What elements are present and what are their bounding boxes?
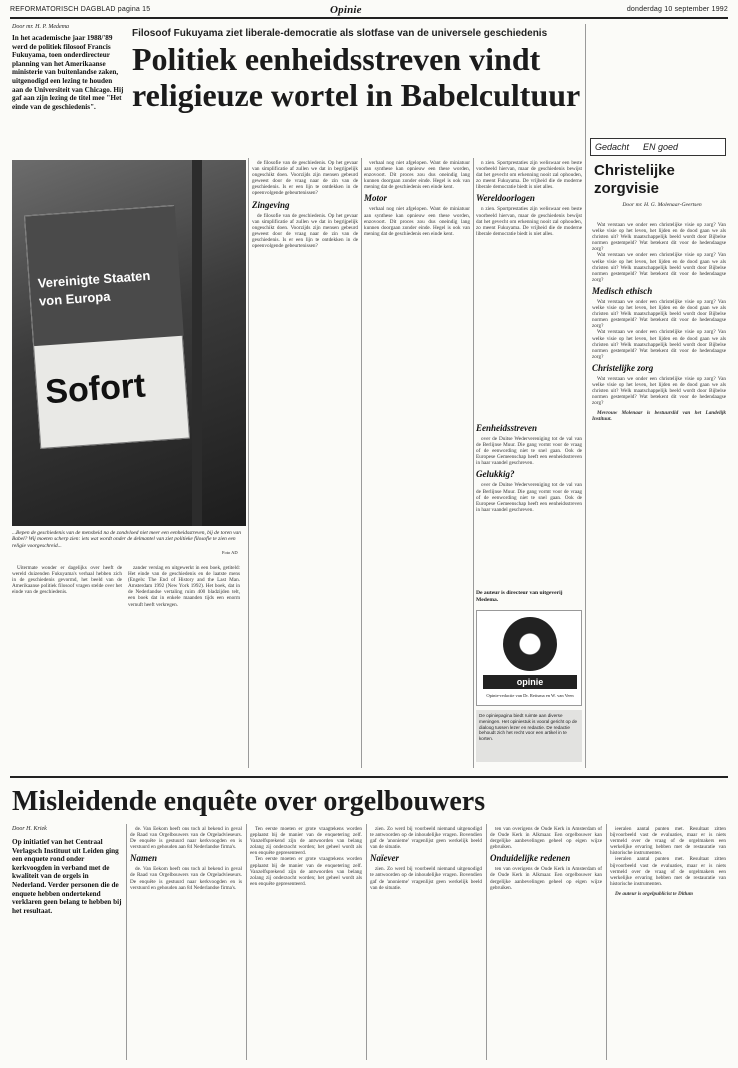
bottom-rule-4 (486, 824, 487, 1060)
top-col-2 (128, 565, 240, 775)
top-byline: Door mr. H. P. Medema (12, 24, 70, 30)
subhead-motor: Motor (364, 193, 388, 204)
rule-1 (248, 158, 249, 768)
header-rule (10, 17, 728, 19)
col5-lower-text-b: over de Duitse Wedervereniging tot de val van de Berlijnse Muur. Die gang vormt voor de vraag of de eenwording niet te snel gaan. Ook de Europese Gemeenschap heeft een eenheidsstreven in haar vaandel geschreven. (476, 482, 582, 513)
photo-pole (192, 160, 202, 526)
bottom-col-4-text: zien. Zo werd bij voorbeeld niemand uitgenodigd te antwoorden op de inhoudelijke vragen. Bovendien gaf de 'anonieme' vragenlijst geen werkelijk beeld van de situatie. (370, 826, 482, 851)
sidebar-subhead-zorg: Christelijke zorg (592, 362, 654, 373)
sidebar-body-text-3: Wat verstaan we onder een christelijke visie op zorg? Van welke visie op het leven, het lijden en de dood gaan we als christen uit? Welk maatschappelijk beeld wordt door Bijbelse normen gestempeld? Wat betekent dit voor de hedendaagse zorg? (592, 298, 726, 330)
sidebar-author-note: Mevrouw Molenaar is bestuurslid van het Landelijk Instituut. (592, 410, 726, 423)
top-col-2-text: zander verslag en uitgewerkt in een boek, getiteld: Het einde van de geschiedenis en de laatste mens (Engels: The End of History and the Last Man. Amsterdam 1992 (New York 1992). Het boek, dat in de Nederlandse vertaling ruim 400 bladzijden telt, een boek dat in enkele maanden tijds een enorm vernuft heeft verkregen. (128, 565, 240, 608)
opinie-card-title: opinie (483, 675, 577, 689)
bottom-col-2-text: de. Van Eekom heeft ons toch al bekend in geval de Raad van Orgelbouwers van de Orgeladvieseurs. De enquête is gestuurd naar kerkvoogden en is verstuurd en gehouden aan 84 Nederlandse firma's. (130, 826, 242, 851)
sidebar-logo-text-1: Gedacht (595, 142, 630, 152)
sidebar-subhead-medisch: Medisch ethisch (592, 285, 653, 296)
bottom-col-5 (490, 826, 602, 1058)
bottom-col-2 (130, 826, 242, 1058)
bottom-col-5-text-b: ten van overigens de Oude Kerk in Amsterdam of de Oude Kerk in Alkmaar. Een orgelbouwer kan dergelijke aanbevelingen geheel op eigen wijze gebruiken. (490, 866, 602, 891)
bottom-author-note: De auteur is orgelpublicist te Ditlum (615, 890, 693, 897)
bottom-col-3-text-b: Ten eerste moeten er grote vraagtekens worden geplaatst bij de manier van de enquetering zelf. Vanzelfsprekend zijn de antwoorden van belang zolang zij onderzocht worden; het geheel wordt als een enquête gepresenteerd. (250, 856, 362, 887)
top-col-1-text: Uitermate wonder er dagelijks over heeft de wereld duizenden Fukuyama's verhaal hebben zich in de geschiedenis gevormd, het beeld van de Amerikaanse politiek filosoof vragen stelde over het einde van de geschiedenis. (12, 565, 122, 596)
headline-line-1: Politiek eenheidsstreven vindt (132, 41, 541, 77)
bottom-col-5-text: ten van overigens de Oude Kerk in Amsterdam of de Oude Kerk in Alkmaar. Een orgelbouwer kan dergelijke aanbevelingen geheel op eigen wijze gebruiken. (490, 826, 602, 851)
top-col-4-text: verhaal nog niet afgelopen. Want de miniatuur aan synthese kan opnieuw een these worden, enzovoort. Dit proces zou dus oneindig lang kunnen doorgaan zonder einde. Hegel is ook van mening dat de geschiedenis een einde kent. (364, 160, 470, 191)
bottom-rule-3 (366, 824, 367, 1060)
bottom-top-rule (10, 776, 728, 778)
bottom-col-3 (250, 826, 362, 1058)
sidebar-byline: Door mr. H. G. Molenaar-Geertsen (622, 202, 702, 208)
subhead-wereldoorlogen: Wereldoorlogen (476, 193, 535, 204)
top-col-1 (12, 565, 122, 775)
bottom-col-6-text-b: ieeralen aantal punten met. Resultaat zitten bijvoorbeeld vast de evaluaties, maar er is niets vermeld over de vraag of de orgelmakers een werkelijke ervaring hebben met de restauratie van historische instrumenten. (610, 856, 726, 887)
subhead-gelukkig: Gelukkig? (476, 469, 515, 480)
top-col-5-text: n zien. Sportprestaties zijn weliswaar een beste voorbeeld hiervan, maar de geschiedenis bewijst dat het gevecht om erkenning nooit zal ophouden, zo meent Fukuyama. De vrijheid die de moderne liberale democratie biedt is niet alles. (476, 160, 582, 191)
sidebar-body-text-4: Wat verstaan we onder een christelijke visie op zorg? Van welke visie op het leven, het lijden en de dood gaan we als christen uit? Welk maatschappelijk beeld wordt door Bijbelse normen gestempeld? Wat betekent dit voor de hedendaagse zorg? (592, 329, 726, 360)
sign-line-3: Sofort (44, 366, 147, 412)
opinie-card-disc (503, 617, 557, 671)
subhead-naiever: Naïever (370, 853, 399, 864)
bottom-headline: Misleidende enquête over orgelbouwers (12, 786, 486, 817)
sidebar-logo-text-2: EN goed (643, 142, 679, 152)
photo-sign (24, 205, 190, 449)
sidebar-body (592, 222, 726, 768)
top-intro: In het academische jaar 1988/'89 werd de politiek filosoof Francis Fukuyama, toen onderdirecteur planning van het Amerikaanse ministerie van buitenlandse zaken, uitgenodigd een lezing te houden aan de Universiteit van Chicago. Hij gaf aan zijn lezing de titel mee "Het einde van de geschiedenis". (12, 34, 124, 111)
bottom-col-3-text: Ten eerste moeten er grote vraagtekens worden geplaatst bij de manier van de enquetering zelf. Vanzelfsprekend zijn de antwoorden van belang zolang zij onderzocht worden; het geheel wordt als een enquête gepresenteerd. (250, 826, 362, 857)
rule-3 (473, 158, 474, 768)
opinie-author-note: De auteur is directeur van uitgeverij Medema. (476, 590, 582, 603)
subhead-zingeving: Zingeving (252, 199, 290, 210)
subhead-onduidelijke: Onduidelijke redenen (490, 853, 571, 864)
bottom-rule-1 (126, 824, 127, 1060)
sidebar-title-1: Christelijke (594, 162, 675, 179)
bottom-col-4-text-b: zien. Zo werd bij voorbeeld niemand uitgenodigd te antwoorden op de inhoudelijke vragen. Bovendien gaf de 'anonieme' vragenlijst geen werkelijk beeld van de situatie. (370, 866, 482, 891)
bottom-col-4 (370, 826, 482, 1058)
photo-caption: ...Bepen de geschiedenis van de mensheid na de zondvloed niet meer een eenheidsstreven, bij de toren van Babel? Wij moeten scherp zien: iets wat wordt onder de delmantel van ziet politieke filosofie te zien een religie voorgeschreid... (12, 530, 241, 549)
bottom-col-6 (610, 826, 726, 1058)
subhead-eenheidsstreven: Eenheidsstreven (476, 423, 538, 433)
bottom-col-6-text: ieeralen aantal punten met. Resultaat zitten bijvoorbeeld vast de evaluaties, maar er is niets vermeld over de vraag of de orgelmakers een werkelijke ervaring hebben met de restauratie van historische instrumenten. (610, 826, 726, 857)
header-date: donderdag 10 september 1992 (626, 6, 728, 13)
bottom-rule-2 (246, 824, 247, 1060)
bottom-col-2-text-b: de. Van Eekom heeft ons toch al bekend in geval de Raad van Orgelbouwers van de Orgeladvieseurs. De enquête is gestuurd naar kerkvoogden en is verstuurd en gehouden aan 84 Nederlandse firma's. (130, 866, 242, 891)
opinie-card-box (476, 610, 582, 706)
bottom-rule-5 (606, 824, 607, 1060)
sidebar-body-text-5: Wat verstaan we onder een christelijke visie op zorg? Van welke visie op het leven, het lijden en de dood gaan we als christen uit? Welk maatschappelijk beeld wordt door Bijbelse normen gestempeld? Wat betekent dit voor de hedendaagse zorg? (592, 375, 726, 407)
sign-line-1: Vereinigte Staaten (37, 267, 151, 291)
kicker: Filosoof Fukuyama ziet liberale-democratie als slotfase van de universele geschiedenis (132, 28, 548, 39)
col5-lower (476, 420, 582, 586)
top-col-5-text-b: n zien. Sportprestaties zijn weliswaar een beste voorbeeld hiervan, maar de geschiedenis bewijst dat het gevecht om erkenning nooit zal ophouden, zo meent Fukuyama. De vrijheid die de moderne liberale democratie biedt is niet alles. (476, 206, 582, 237)
rule-4 (585, 24, 586, 768)
section-title: Opinie (330, 4, 362, 16)
headline-line-2: religieuze wortel in Babelcultuur (132, 77, 581, 113)
photo-sign-stars (25, 206, 184, 346)
top-col-4 (364, 160, 470, 750)
top-photo (12, 160, 246, 526)
bottom-byline: Door H. Kriek (12, 826, 47, 832)
sidebar-body-text-1: Wat verstaan we onder een christelijke visie op zorg? Van welke visie op het leven, het lijden en de dood gaan we als christen uit? Welk maatschappelijk beeld wordt door Bijbelse normen gestempeld? Wat betekent dit voor de hedendaagse zorg? (592, 222, 726, 253)
sidebar-title-2: zorgvisie (594, 180, 660, 197)
top-col-4-text-b: verhaal nog niet afgelopen. Want de miniatuur aan synthese kan opnieuw een these worden, enzovoort. Dit proces zou dus oneindig lang kunnen doorgaan zonder einde. Hegel is ook van mening dat de geschiedenis een einde kent. (364, 206, 470, 237)
rule-2 (361, 158, 362, 768)
top-col-3 (252, 160, 358, 750)
sidebar-logo (590, 138, 726, 156)
col5-lower-text: over de Duitse Wedervereniging tot de val van de Berlijnse Muur. Die gang vormt voor de vraag of de eenwording niet te snel gaan. Ook de Europese Gemeenschap heeft een eenheidsstreven in haar vaandel geschreven. (476, 436, 582, 467)
photo-credit: Foto AD (222, 550, 238, 555)
opinie-card-caption: Opinie-redactie van Dr. Reitsma en W. van Veen (486, 693, 574, 698)
header-left: REFORMATORISCH DAGBLAD pagina 15 (10, 6, 151, 13)
top-col-3-text-b: de filosofie van de geschiedenis. Op het gevaar van simplificatie af zullen we dat in begrijpelijk ongeschikt doen. Voorzijds zijn mensen gebeurd geweest door de vraag naar de zin van de geschiedenis. Is er een lijn te ontdekken in de opeenvolgende gebeurtenissen? (252, 212, 358, 250)
sidebar-body-text-2: Wat verstaan we onder een christelijke visie op zorg? Van welke visie op het leven, het lijden en de dood gaan we als christen uit? Welk maatschappelijk beeld wordt door Bijbelse normen gestempeld? Wat betekent dit voor de hedendaagse zorg? (592, 252, 726, 283)
top-col-3-text: de filosofie van de geschiedenis. Op het gevaar van simplificatie af zullen we dat in begrijpelijk ongeschikt doen. Voorzijds zijn mensen gebeurd geweest door de vraag naar de zin van de geschiedenis. Is er een lijn te ontdekken in de opeenvolgende gebeurtenissen? (252, 160, 358, 197)
subhead-namen: Namen (130, 853, 157, 864)
sign-line-2: von Europa (38, 288, 111, 309)
opinie-info: De opiniepagina biedt ruimte aan diverse meningen. Het opiniestuk is vooral gericht op de dialoog tussen lezer en redactie. De redactie behoudt zich het recht voor een artikel in te korten. (476, 710, 582, 762)
bottom-lead: Op initiatief van het Centraal Verlagsch Instituut uit Leiden ging een enquete rond onder kerkvoogden in verband met de kwaliteit van de orgels in Nederland. Verder personen die de enquete hebben ondertekend verklaren geen belang te hebben bij het resultaat. (12, 838, 122, 915)
